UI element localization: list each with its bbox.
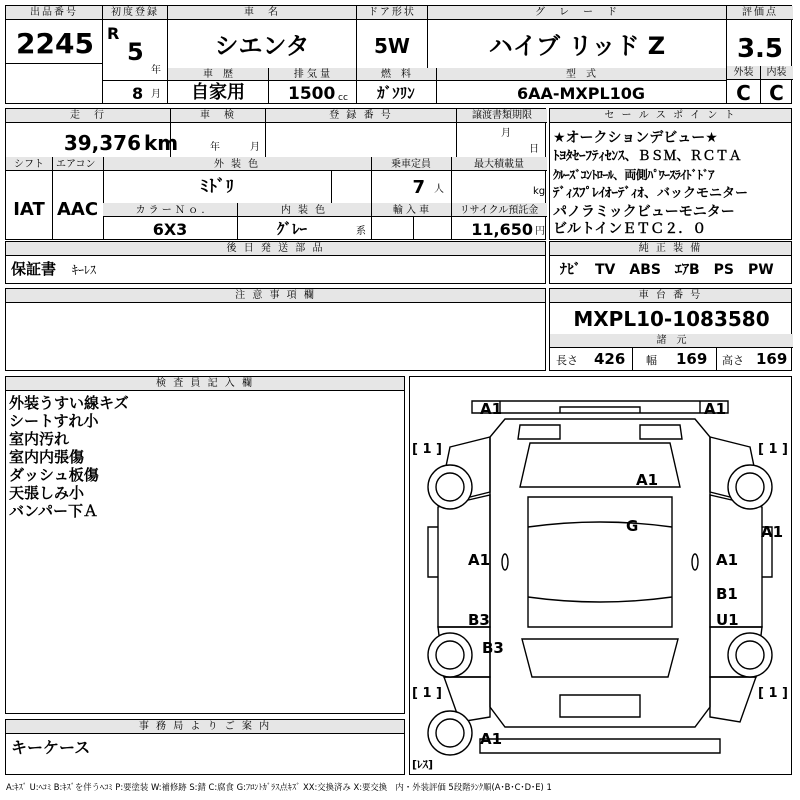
sales-line: ★オークションデビュー★ xyxy=(553,130,718,146)
lot-number: 2245 xyxy=(16,27,94,60)
reg-year: 5 xyxy=(127,38,144,66)
sales-line: ｸﾙｰｽﾞｺﾝﾄﾛｰﾙ、両側ﾊﾟﾜｰｽﾗｲﾄﾞﾄﾞｱ xyxy=(553,168,714,182)
shift: IAT xyxy=(13,199,45,220)
transfer-label: 譲渡書類期限 xyxy=(457,109,547,123)
length: 426 xyxy=(594,350,626,368)
tr-month-unit: 月 xyxy=(501,128,511,139)
width-label: 幅 xyxy=(646,354,657,367)
recycle: 11,650 xyxy=(471,220,533,239)
recycle-label: リサイクル預託金 xyxy=(459,205,539,216)
insp-year-unit: 年 xyxy=(210,142,220,153)
sales-line: ﾄﾖﾀｾｰﾌﾃｨｾﾝｽ、ＢＳＭ、ＲＣＴＡ xyxy=(553,149,742,164)
reg-month: 8 xyxy=(132,84,144,103)
fuel-label: 燃 料 xyxy=(381,69,411,80)
grade-label: グ レ ー ド xyxy=(428,6,726,20)
mark-roof: G xyxy=(626,517,639,535)
spec-title: 諸 元 xyxy=(656,335,687,346)
office-block xyxy=(5,719,405,775)
mark-left-front-door: A1 xyxy=(468,551,491,569)
sales-line: ビルトインＥＴＣ２．０ xyxy=(553,221,707,237)
capacity-unit: 人 xyxy=(434,184,444,195)
later-parts-value: 保証書 xyxy=(11,260,57,278)
inspector-line: 外装うすい線キズ xyxy=(9,394,129,412)
later-parts-title: 後 日 発 送 部 品 xyxy=(6,242,545,256)
ac-label: エアコン xyxy=(56,159,96,170)
score-label: 評価点 xyxy=(727,6,793,20)
mark-front-right: A1 xyxy=(704,400,727,418)
car-name-label: 車 名 xyxy=(168,6,356,20)
height: 169 xyxy=(756,350,788,368)
width: 169 xyxy=(676,350,708,368)
office-value: キーケース xyxy=(11,738,91,757)
exterior-score: C xyxy=(736,81,751,105)
inspector-line: シートすれ小 xyxy=(9,412,99,430)
grade: ハイブ リッド Z xyxy=(488,32,666,60)
equipment-block xyxy=(549,241,792,284)
mark-right-fender: A1 xyxy=(761,523,784,541)
color-no: 6X3 xyxy=(152,220,188,239)
int-color: ｸﾞﾚｰ xyxy=(276,220,307,238)
interior-label: 内装 xyxy=(766,67,787,78)
mileage-unit: km xyxy=(144,131,179,155)
exterior-label: 外装 xyxy=(733,67,754,78)
notes-block xyxy=(5,288,546,371)
mileage-label: 走 行 xyxy=(6,109,170,123)
ac: AAC xyxy=(56,199,99,220)
plate-label: 登 録 番 号 xyxy=(266,109,456,123)
office-title: 事 務 局 よ り ご 案 内 xyxy=(6,720,404,734)
chassis-block xyxy=(549,288,792,371)
mark-right-rear-door-b: B1 xyxy=(716,585,738,603)
tr-day-unit: 日 xyxy=(529,144,539,155)
recycle-unit: 円 xyxy=(535,226,545,237)
model: 6AA-MXPL10G xyxy=(516,84,646,103)
load-unit: kg xyxy=(533,186,546,197)
color-label: 外 装 色 xyxy=(213,159,261,170)
year-unit: 年 xyxy=(151,65,161,76)
sales-line: パノラミックビューモニター xyxy=(553,204,735,220)
capacity-label: 乗車定員 xyxy=(391,159,431,170)
shift-label: シフト xyxy=(14,159,44,170)
header-block xyxy=(5,5,792,104)
tire-front-right: [ 1 ] xyxy=(758,442,788,457)
car-name: シエンタ xyxy=(214,32,310,60)
mark-left-rear-fender: B3 xyxy=(482,639,504,657)
mark-right-front-door: A1 xyxy=(716,551,739,569)
history-label: 車 歴 xyxy=(203,69,233,80)
tire-front-left: [ 1 ] xyxy=(412,442,442,457)
mark-front-left: A1 xyxy=(480,400,503,418)
mark-rear: A1 xyxy=(480,730,503,748)
inspector-line: バンパー下Ａ xyxy=(9,502,98,520)
sales-points-block xyxy=(549,108,792,240)
exterior-color: ﾐﾄﾞﾘ xyxy=(200,177,234,197)
chassis-title: 車 台 番 号 xyxy=(550,289,791,303)
car-diagram xyxy=(409,376,792,775)
lot-label: 出品番号 xyxy=(6,6,102,20)
score: 3.5 xyxy=(736,34,784,64)
sales-line: ﾃﾞｨｽﾌﾟﾚｲｵｰﾃﾞｨｵ、バックモニター xyxy=(553,186,749,201)
legend: A:ｷｽﾞ U:ﾍｺﾐ B:ｷｽﾞを伴うﾍｺﾐ P:要塗装 W:補修跡 S:錆 C:腐食 G:ﾌﾛﾝﾄｶﾞﾗｽ点ｷｽﾞ XX:交換済み X:要交換 内・外装評価 5段階ﾗﾝｸ順(A･B･C･D･E) 1 xyxy=(6,782,552,792)
chassis-number: MXPL10-1083580 xyxy=(573,307,770,331)
sales-title: セ ー ル ス ポ イ ン ト xyxy=(550,109,791,123)
inspector-line: 天張しみ小 xyxy=(9,484,85,502)
inspector-block xyxy=(5,376,405,714)
capacity: 7 xyxy=(412,177,425,198)
length-label: 長さ xyxy=(556,354,578,367)
insp-month-unit: 月 xyxy=(250,142,260,153)
inspector-title: 検 査 員 記 入 欄 xyxy=(6,377,404,391)
equipment-value: ﾅﾋﾞ TV ABS ｴｱB PS PW xyxy=(560,262,774,278)
tire-rear-left: [ 1 ] xyxy=(412,686,442,701)
first-reg-label: 初度登録 xyxy=(103,6,167,20)
mark-left-rear-door: B3 xyxy=(468,611,490,629)
inspector-line: 室内汚れ xyxy=(9,430,70,448)
interior-score: C xyxy=(769,81,784,105)
inspector-line: ダッシュ板傷 xyxy=(9,466,99,484)
later-parts-block xyxy=(5,241,546,284)
int-color-label: 内 装 色 xyxy=(280,205,328,216)
car-diagram-drawing xyxy=(410,377,791,774)
equipment-title: 純 正 装 備 xyxy=(550,242,791,256)
fuel: ｶﾞｿﾘﾝ xyxy=(377,84,415,102)
later-parts-value2: ｷｰﾚｽ xyxy=(72,263,97,277)
tire-spare: [ﾚｽ] xyxy=(412,758,434,771)
displacement-label: 排 気 量 xyxy=(293,69,331,80)
month-unit: 月 xyxy=(151,89,161,100)
import-label: 輸 入 車 xyxy=(392,205,430,216)
vehicle-info-block xyxy=(5,108,546,240)
inspection-label: 車 検 xyxy=(171,109,265,123)
mark-hood: A1 xyxy=(636,471,659,489)
history: 自家用 xyxy=(191,82,245,103)
int-color-unit: 系 xyxy=(356,226,366,237)
inspector-line: 室内内張傷 xyxy=(9,448,85,466)
mark-right-rear-door-u: U1 xyxy=(716,611,739,629)
height-label: 高さ xyxy=(722,354,744,367)
color-no-label: カ ラ ー Ｎ ｏ . xyxy=(135,205,205,216)
door-type: 5W xyxy=(374,34,410,58)
displacement-unit: cc xyxy=(338,93,348,103)
model-label: 型 式 xyxy=(566,69,596,80)
era: R xyxy=(107,24,120,43)
displacement: 1500 xyxy=(288,84,336,104)
load-label: 最大積載量 xyxy=(474,159,524,170)
notes-title: 注 意 事 項 欄 xyxy=(6,289,545,303)
tire-rear-right: [ 1 ] xyxy=(758,686,788,701)
door-label: ドア形状 xyxy=(357,6,427,20)
mileage: 39,376 xyxy=(63,131,141,155)
